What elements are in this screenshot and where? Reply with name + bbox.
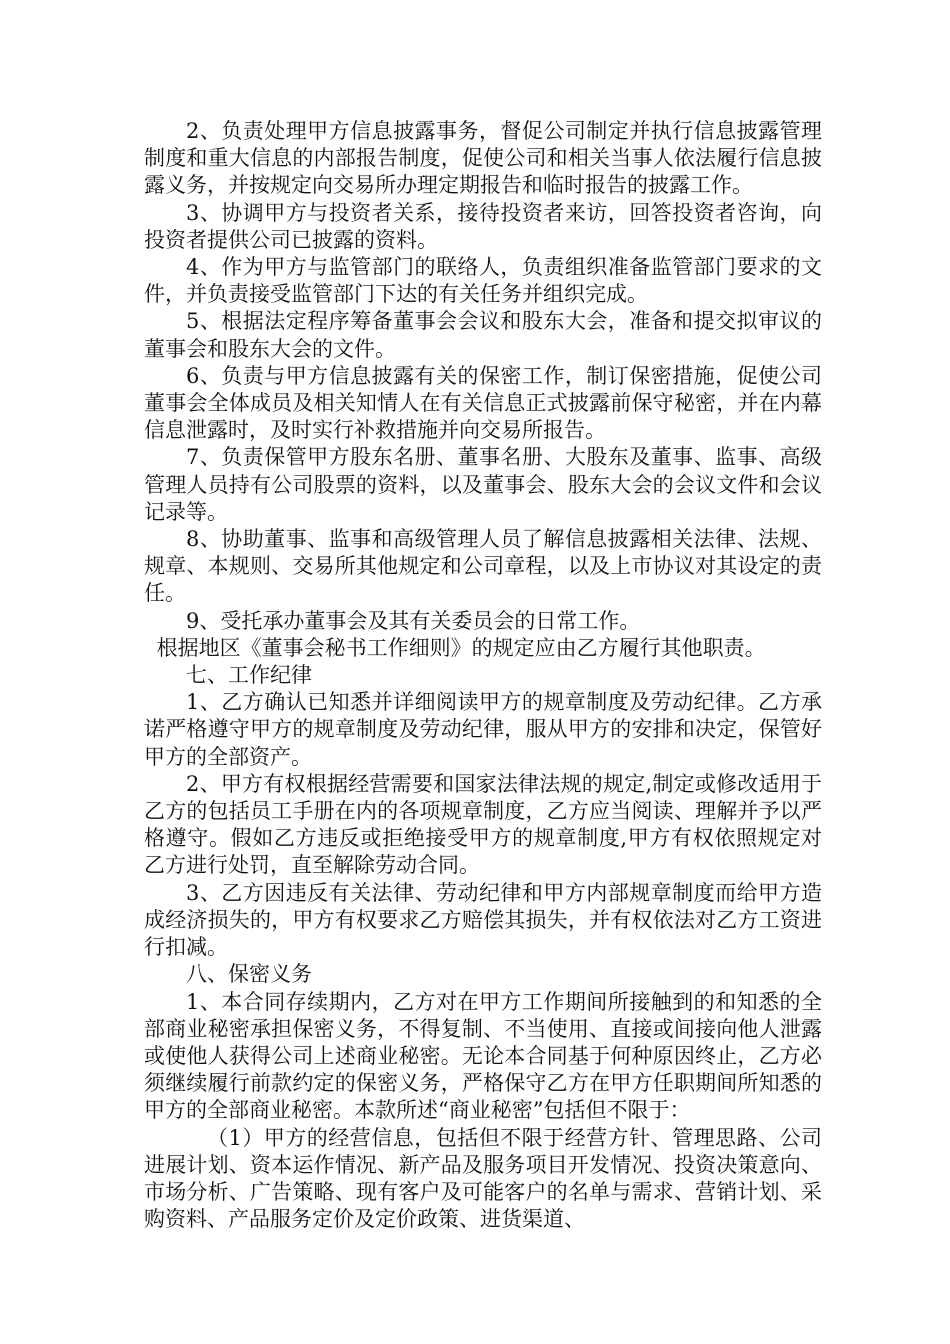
- clause-paragraph: 2、甲方有权根据经营需要和国家法律法规的规定,制定或修改适用于乙方的包括员工手册在内的各项规章制度，乙方应当阅读、理解并予以严格遵守。假如乙方违反或拒绝接受甲方的规章制度,甲方有权依照规定对乙方进行处罚，直至解除劳动合同。: [144, 771, 822, 878]
- clause-paragraph: 2、负责处理甲方信息披露事务，督促公司制定并执行信息披露管理制度和重大信息的内部报告制度，促使公司和相关当事人依法履行信息披露义务，并按规定向交易所办理定期报告和临时报告的披露工作。: [144, 119, 822, 198]
- clause-paragraph: 5、根据法定程序筹备董事会会议和股东大会，准备和提交拟审议的董事会和股东大会的文件。: [144, 309, 822, 361]
- clause-paragraph: 9、受托承办董事会及其有关委员会的日常工作。: [186, 608, 641, 633]
- sub-clause-paragraph: （1）甲方的经营信息，包括但不限于经营方针、管理思路、公司进展计划、资本运作情况、新产品及服务项目开发情况、投资决策意向、市场分析、广告策略、现有客户及可能客户的名单与需求、营销计划、采购资料、产品服务定价及定价政策、进货渠道、: [144, 1125, 822, 1232]
- section-heading: 七、工作纪律: [186, 663, 312, 688]
- clause-paragraph: 7、负责保管甲方股东名册、董事名册、大股东及董事、监事、高级管理人员持有公司股票的资料，以及董事会、股东大会的会议文件和会议记录等。: [144, 445, 822, 524]
- section-heading: 八、保密义务: [186, 962, 312, 987]
- clause-paragraph: 根据地区《董事会秘书工作细则》的规定应由乙方履行其他职责。: [156, 635, 766, 660]
- clause-paragraph: 3、乙方因违反有关法律、劳动纪律和甲方内部规章制度而给甲方造成经济损失的，甲方有权要求乙方赔偿其损失，并有权依法对乙方工资进行扣减。: [144, 880, 822, 960]
- clause-paragraph: 3、协调甲方与投资者关系，接待投资者来访，回答投资者咨询，向投资者提供公司已披露的资料。: [144, 200, 822, 252]
- clause-paragraph: 6、负责与甲方信息披露有关的保密工作，制订保密措施，促使公司董事会全体成员及相关知情人在有关信息正式披露前保守秘密，并在内幕信息泄露时，及时实行补救措施并向交易所报告。: [144, 363, 822, 443]
- clause-paragraph: 1、乙方确认已知悉并详细阅读甲方的规章制度及劳动纪律。乙方承诺严格遵守甲方的规章制度及劳动纪律，服从甲方的安排和决定，保管好甲方的全部资产。: [144, 690, 822, 769]
- document-page: [144, 118, 822, 1233]
- clause-paragraph: 4、作为甲方与监管部门的联络人，负责组织准备监管部门要求的文件，并负责接受监管部门下达的有关任务并组织完成。: [144, 255, 822, 307]
- clause-paragraph: 8、协助董事、监事和高级管理人员了解信息披露相关法律、法规、规章、本规则、交易所其他规定和公司章程，以及上市协议对其设定的责任。: [144, 527, 822, 606]
- clause-paragraph: 1、本合同存续期内，乙方对在甲方工作期间所接触到的和知悉的全部商业秘密承担保密义务，不得复制、不当使用、直接或间接向他人泄露或使他人获得公司上述商业秘密。无论本合同基于何种原因终止，乙方必须继续履行前款约定的保密义务，严格保守乙方在甲方任职期间所知悉的甲方的全部商业秘密。本款所述“商业秘密”包括但不限于：: [144, 989, 822, 1123]
